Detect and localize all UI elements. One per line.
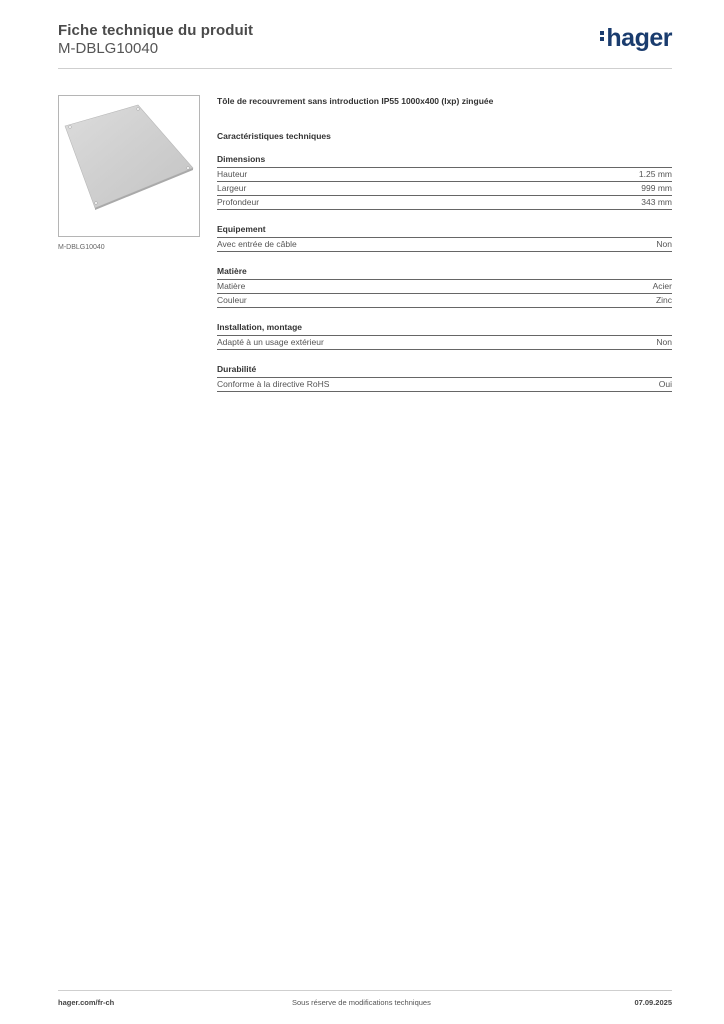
spec-value: Non	[656, 337, 672, 347]
product-name: Tôle de recouvrement sans introduction IP55 1000x400 (lxp) zinguée	[217, 96, 494, 106]
header-divider	[58, 68, 672, 69]
spec-label: Conforme à la directive RoHS	[217, 379, 330, 389]
characteristics-title: Caractéristiques techniques	[217, 131, 331, 141]
spec-value: 1.25 mm	[638, 169, 672, 179]
product-image	[58, 95, 200, 237]
spec-row	[217, 280, 672, 294]
spec-label: Adapté à un usage extérieur	[217, 337, 324, 347]
spec-row	[217, 378, 672, 392]
spec-value: Non	[656, 239, 672, 249]
spec-content	[217, 96, 672, 392]
document-title: Fiche technique du produit	[58, 22, 254, 39]
footer-website[interactable]: hager.com/fr-ch	[58, 998, 115, 1007]
spec-label: Largeur	[217, 183, 247, 193]
section-title-equipement: Equipement	[217, 224, 672, 238]
spec-value: Acier	[652, 281, 672, 291]
spec-label: Profondeur	[217, 197, 260, 207]
spec-value: Oui	[658, 379, 672, 389]
spec-row	[217, 294, 672, 308]
spec-value: 343 mm	[641, 197, 672, 207]
spec-label: Matière	[217, 281, 246, 291]
spec-label: Avec entrée de câble	[217, 239, 297, 249]
spec-label: Couleur	[217, 295, 247, 305]
footer-disclaimer: Sous réserve de modifications techniques	[292, 998, 431, 1007]
product-reference: M-DBLG10040	[58, 40, 159, 57]
section-title-dimensions: Dimensions	[217, 154, 672, 168]
spec-value: Zinc	[655, 295, 672, 305]
spec-row	[217, 168, 672, 182]
section-title-matiere: Matière	[217, 266, 672, 280]
spec-label: Hauteur	[217, 169, 248, 179]
cover-plate-illustration	[59, 96, 199, 236]
footer-divider	[58, 990, 672, 991]
image-caption: M-DBLG10040	[58, 244, 105, 251]
spec-row	[217, 336, 672, 350]
section-title-durabilite: Durabilité	[217, 364, 672, 378]
spec-value: 999 mm	[641, 183, 672, 193]
logo-colon-icon	[600, 29, 605, 43]
spec-row	[217, 182, 672, 196]
hager-logo	[600, 24, 672, 53]
footer-date: 07.09.2025	[634, 998, 672, 1007]
logo-text: hager	[606, 24, 672, 52]
section-title-installation: Installation, montage	[217, 322, 672, 336]
page-header	[58, 22, 672, 58]
spec-row	[217, 238, 672, 252]
spec-row	[217, 196, 672, 210]
page-footer	[58, 998, 672, 1010]
